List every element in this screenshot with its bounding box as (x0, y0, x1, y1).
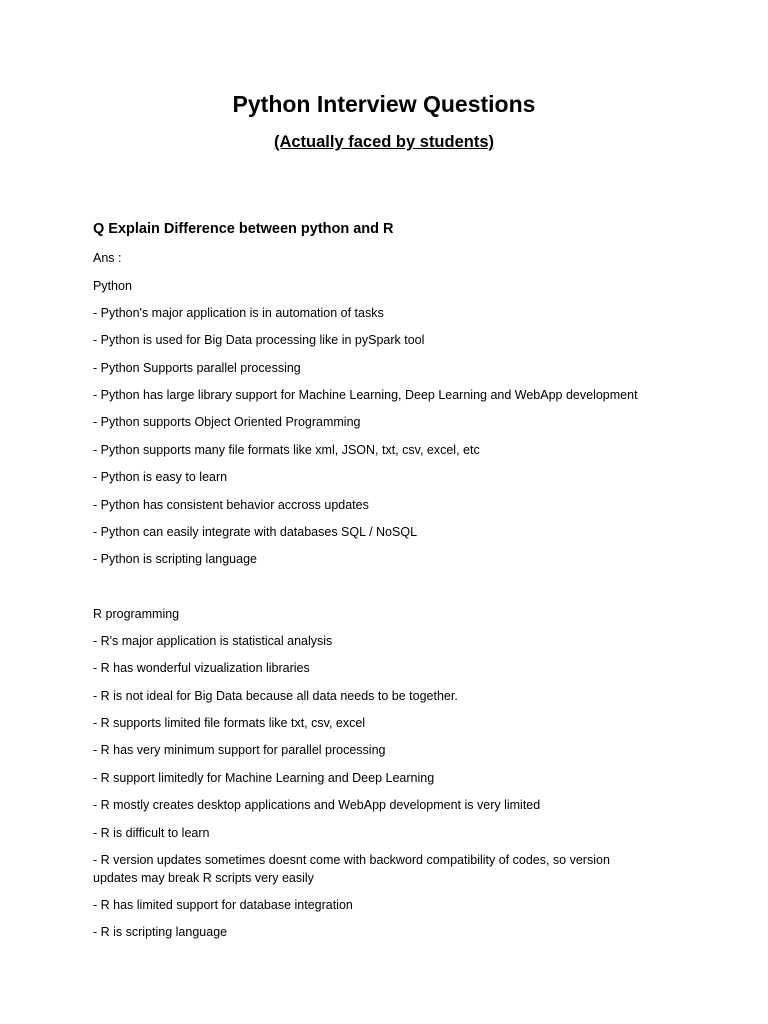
r-point: - R supports limited file formats like txt, csv, excel (93, 716, 366, 730)
document-title: Python Interview Questions (232, 91, 536, 117)
answer-label: Ans : (93, 251, 122, 265)
question-heading: Q Explain Difference between python and R (93, 221, 394, 237)
python-point: - Python Supports parallel processing (93, 361, 301, 375)
python-point: - Python has consistent behavior accross updates (93, 498, 369, 512)
r-heading: R programming (93, 607, 180, 621)
python-point: - Python is used for Big Data processing like in pySpark tool (93, 333, 425, 347)
python-point: - Python is scripting language (93, 552, 257, 566)
python-heading: Python (93, 279, 132, 293)
r-point: - R support limitedly for Machine Learning and Deep Learning (93, 771, 435, 785)
r-point: - R is not ideal for Big Data because all data needs to be together. (93, 689, 458, 703)
r-point: - R mostly creates desktop applications and WebApp development is very limited (93, 798, 541, 812)
r-point: - R is difficult to learn (93, 826, 210, 840)
document-subtitle: (Actually faced by students) (273, 133, 495, 151)
python-point: - Python is easy to learn (93, 470, 228, 484)
python-point: - Python can easily integrate with databases SQL / NoSQL (93, 525, 418, 539)
r-point: - R's major application is statistical analysis (93, 634, 333, 648)
python-point: - Python's major application is in automation of tasks (93, 306, 384, 320)
r-point: - R is scripting language (93, 925, 228, 939)
python-point: - Python supports Object Oriented Programming (93, 415, 361, 429)
r-point: - R has very minimum support for parallel processing (93, 743, 386, 757)
python-point: - Python has large library support for Machine Learning, Deep Learning and WebApp development (93, 388, 638, 402)
r-point: - R has wonderful vizualization libraries (93, 661, 310, 675)
python-point: - Python supports many file formats like xml, JSON, txt, csv, excel, etc (93, 443, 480, 457)
r-point: - R version updates sometimes doesnt come with backword compatibility of codes, so version updates may break R scripts very easily (93, 853, 610, 885)
r-point: - R has limited support for database integration (93, 898, 353, 912)
